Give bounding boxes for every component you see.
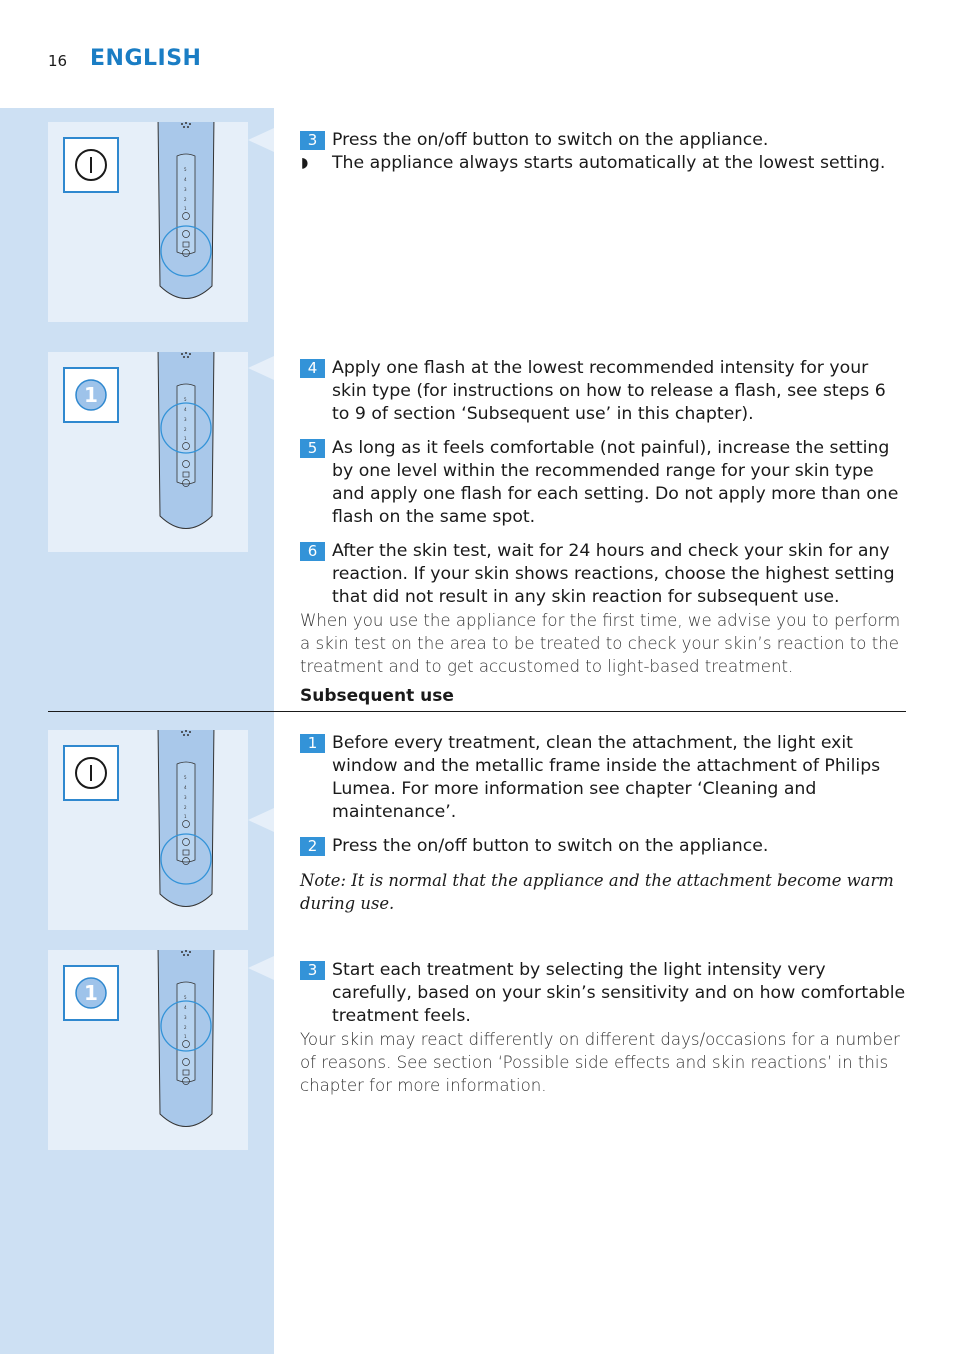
pointer-arrow xyxy=(248,956,274,980)
svg-text:1: 1 xyxy=(184,436,187,441)
svg-text:4: 4 xyxy=(184,1005,187,1010)
step-text: After the skin test, wait for 24 hours and check your skin for any reaction. If your skin shows reactions, choose the highest setting that did not result in any skin reaction for subsequent use. xyxy=(332,541,895,607)
section-heading: Subsequent use xyxy=(300,686,454,706)
svg-text:3: 3 xyxy=(184,1015,187,1020)
step-item xyxy=(300,732,906,824)
instruction-block-2 xyxy=(300,357,906,678)
step-number: 5 xyxy=(300,439,325,458)
pointer-arrow xyxy=(248,356,274,380)
body-paragraph: When you use the appliance for the first time, we advise you to perform a skin test on the area to be treated to check your skin’s reaction to the treatment and to get accustomed to light-based treatment. xyxy=(300,611,901,676)
step-number: 1 xyxy=(300,734,325,753)
device-illustration xyxy=(156,122,216,308)
step-number: 3 xyxy=(300,131,325,150)
step-number: 4 xyxy=(300,359,325,378)
svg-text:3: 3 xyxy=(184,187,187,192)
step-item xyxy=(300,835,906,858)
svg-text:1: 1 xyxy=(184,1034,187,1039)
step-text: As long as it feels comfortable (not painful), increase the setting by one level within the recommended range for your skin type and apply one flash for each setting. Do not apply more than one flash on the same spot. xyxy=(332,438,899,527)
svg-text:2: 2 xyxy=(184,427,187,432)
step-item xyxy=(300,540,906,609)
svg-text:1: 1 xyxy=(84,383,98,407)
instruction-block-3 xyxy=(300,732,906,915)
language-heading: ENGLISH xyxy=(90,46,202,71)
device-illustration xyxy=(156,950,216,1136)
step-number: 3 xyxy=(300,961,325,980)
bullet-item xyxy=(300,152,906,175)
svg-text:1: 1 xyxy=(84,981,98,1005)
page-number: 16 xyxy=(48,52,68,70)
section-divider xyxy=(48,711,906,712)
svg-text:4: 4 xyxy=(184,177,187,182)
instruction-block-4 xyxy=(300,959,906,1097)
pointer-arrow xyxy=(248,128,274,152)
svg-text:1: 1 xyxy=(184,814,187,819)
step-text: Press the on/off button to switch on the appliance. xyxy=(332,836,769,856)
svg-text:4: 4 xyxy=(184,407,187,412)
bullet-text: The appliance always starts automatically at the lowest setting. xyxy=(332,153,886,173)
step-number: 2 xyxy=(300,837,325,856)
setting-one-badge xyxy=(63,965,119,1021)
svg-text:2: 2 xyxy=(184,1025,187,1030)
pointer-arrow xyxy=(248,808,274,832)
instruction-block-1 xyxy=(300,129,906,175)
svg-text:4: 4 xyxy=(184,785,187,790)
step-item xyxy=(300,129,906,152)
svg-text:3: 3 xyxy=(184,417,187,422)
step-text: Start each treatment by selecting the light intensity very carefully, based on your skin’s sensitivity and on how comfortable treatment feels. xyxy=(332,960,906,1026)
step-text: Before every treatment, clean the attachment, the light exit window and the metallic frame inside the attachment of Philips Lumea. For more information see chapter ‘Cleaning and maintenance’. xyxy=(332,733,881,822)
svg-text:5: 5 xyxy=(184,995,187,1000)
bullet-icon: ◗ xyxy=(301,155,309,171)
svg-text:5: 5 xyxy=(184,775,187,780)
device-illustration xyxy=(156,730,216,916)
svg-text:5: 5 xyxy=(184,167,187,172)
svg-text:1: 1 xyxy=(184,206,187,211)
svg-text:3: 3 xyxy=(184,795,187,800)
note-text: Note: It is normal that the appliance and the attachment become warm during use. xyxy=(300,871,894,913)
setting-one-badge xyxy=(63,367,119,423)
step-item xyxy=(300,959,906,1028)
power-icon xyxy=(63,137,119,193)
device-illustration xyxy=(156,352,216,538)
step-text: Press the on/off button to switch on the appliance. xyxy=(332,130,769,150)
svg-text:2: 2 xyxy=(184,197,187,202)
step-item xyxy=(300,357,906,426)
power-icon xyxy=(63,745,119,801)
step-text: Apply one flash at the lowest recommended intensity for your skin type (for instructions on how to release a flash, see steps 6 to 9 of section ‘Subsequent use’ in this chapter). xyxy=(332,358,886,424)
illustration-panel-setting-1 xyxy=(48,352,248,552)
illustration-panel-setting-1 xyxy=(48,950,248,1150)
step-number: 6 xyxy=(300,542,325,561)
svg-text:2: 2 xyxy=(184,805,187,810)
illustration-panel-power xyxy=(48,730,248,930)
body-paragraph: Your skin may react differently on different days/occasions for a number of reasons. See section ‘Possible side effects and skin reactions’ in this chapter for more information. xyxy=(300,1030,900,1095)
step-item xyxy=(300,437,906,529)
illustration-panel-power xyxy=(48,122,248,322)
svg-text:5: 5 xyxy=(184,397,187,402)
